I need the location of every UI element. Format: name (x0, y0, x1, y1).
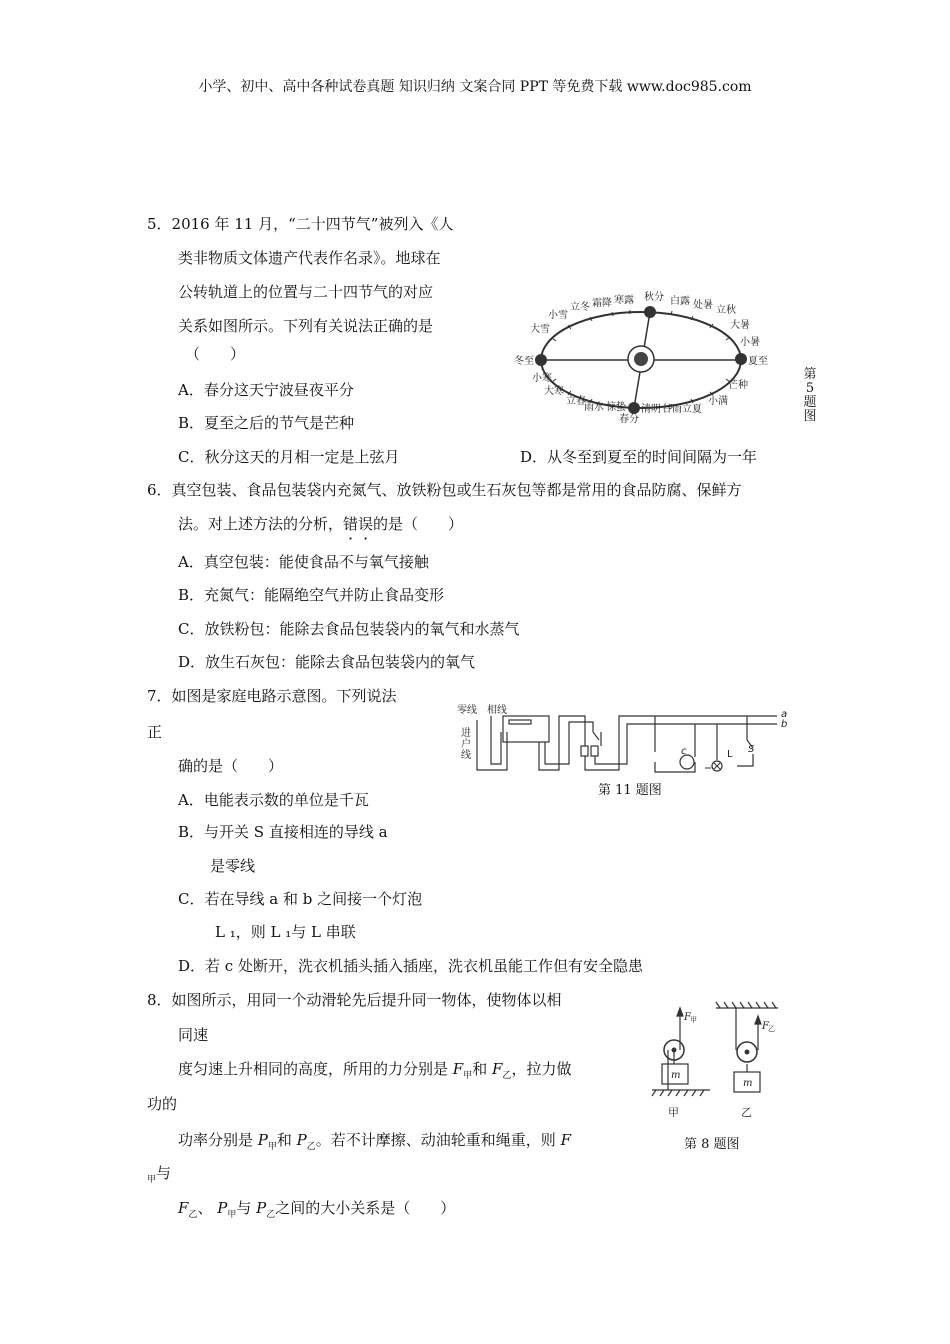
svg-text:乙: 乙 (768, 1025, 775, 1033)
q6-stem-line-2: 法。对上述方法的分析，错误的是（ ） (178, 515, 464, 533)
term-jingzhe: 惊蛰 (606, 402, 626, 413)
q6-option-a: A．真空包装：能使食品不与氧气接触 (178, 553, 429, 571)
svg-text:F: F (762, 1021, 769, 1032)
term-xiazhi: 夏至 (748, 356, 768, 367)
q8-stem-line-2: 同速 (178, 1026, 209, 1044)
term-daxue: 大雪 (530, 324, 550, 335)
earth-autumn-equinox (644, 306, 656, 318)
term-yushui: 雨水 (584, 402, 604, 413)
term-chunfen: 春分 (619, 414, 639, 425)
svg-text:户: 户 (461, 739, 471, 750)
svg-text:m: m (671, 1070, 681, 1081)
label-wire-a: a (781, 709, 788, 720)
q8-stem-line-5: 功率分别是 $P_甲$和 $P_乙$。若不计摩擦、动油轮重和绳重，则 F (178, 1131, 571, 1152)
orbit-diagram (508, 282, 798, 442)
sun-icon (628, 346, 654, 372)
q5-option-c: C．秋分这天的月相一定是上弦月 (178, 448, 400, 466)
q5-option-a: A．春分这天宁波昼夜平分 (178, 381, 354, 399)
term-lichun: 立春 (566, 396, 586, 407)
q7-figure-caption: 第 11 题图 (598, 783, 662, 798)
q6-option-b: B．充氮气：能隔绝空气并防止食品变形 (178, 586, 445, 604)
q7-option-a: A．电能表示数的单位是千瓦 (178, 791, 369, 809)
q5-answer-blank: （ ） (185, 345, 246, 363)
q6-option-d: D．放生石灰包：能除去食品包装袋内的氧气 (178, 653, 476, 671)
q8-stem-line-4: 功的 (147, 1095, 178, 1113)
q8-stem-line-7: $F_乙$、 $P_甲$与 $P_乙$之间的大小关系是（ ） (178, 1199, 456, 1220)
q8-stem-line-1: 8．如图所示，用同一个动滑轮先后提升同一物体，使物体以相 (147, 991, 562, 1009)
term-xiaoxue: 小雪 (548, 310, 568, 321)
term-xiaohan: 小寒 (532, 373, 552, 384)
term-guyu: 谷雨 (662, 404, 682, 415)
q6-option-c: C．放铁粉包：能除去食品包装袋内的氧气和水蒸气 (178, 620, 520, 638)
q5-figure-caption: 第 5 题 图 (803, 367, 817, 424)
q7-option-c: C．若在导线 a 和 b 之间接一个灯泡 (178, 890, 423, 908)
term-qingming: 清明 (641, 404, 661, 415)
q7-stem-line-1: 7．如图是家庭电路示意图。下列说法 (147, 687, 397, 705)
term-hanlu: 寒露 (614, 295, 634, 306)
label-wire-b: b (781, 719, 788, 730)
label-lamp-L: L (727, 749, 733, 760)
svg-text:线: 线 (461, 750, 471, 761)
svg-text:m: m (743, 1078, 753, 1089)
q7-option-d: D．若 c 处断开，洗衣机插头插入插座，洗衣机虽能工作但有安全隐患 (178, 957, 643, 975)
socket-icon (680, 755, 694, 769)
term-dahan: 大寒 (544, 386, 564, 397)
label-yi: 乙 (741, 1106, 752, 1119)
q5-stem-line-4: 关系如图所示。下列有关说法正确的是 (178, 317, 434, 335)
q7-stem-line-3: 确的是（ ） (178, 757, 284, 775)
label-c: c (681, 746, 687, 757)
term-qiufen: 秋分 (644, 292, 664, 303)
svg-text:甲: 甲 (690, 1016, 697, 1024)
term-lidong: 立冬 (570, 302, 590, 313)
term-dongzhi: 冬至 (514, 356, 534, 367)
q7-option-b: B．与开关 S 直接相连的导线 a (178, 823, 388, 841)
term-xiaoman: 小满 (708, 396, 728, 407)
q5-option-d: D．从冬至到夏至的时间间隔为一年 (520, 448, 758, 466)
label-jia: 甲 (668, 1106, 679, 1119)
pulley-diagram (648, 1000, 788, 1125)
svg-text:F: F (684, 1012, 691, 1023)
svg-text:进: 进 (461, 728, 471, 739)
page-header: 小学、初中、高中各种试卷真题 知识归纳 文案合同 PPT 等免费下载 www.doc985.com (198, 79, 752, 95)
q5-stem-line-3: 公转轨道上的位置与二十四节气的对应 (178, 283, 434, 301)
term-mangzhong: 芒种 (728, 380, 748, 391)
label-switch-S: S (748, 744, 755, 755)
term-bailu: 白露 (670, 296, 690, 307)
q8-stem-line-6: $_甲$与 (147, 1164, 172, 1185)
q5-option-b: B．夏至之后的节气是芒种 (178, 414, 355, 432)
q6-emphasis-1: 错 (343, 515, 359, 533)
circuit-diagram (455, 702, 795, 780)
earth-winter-solstice (535, 354, 547, 366)
q8-stem-line-3: 度匀速上升相同的高度，所用的力分别是 $F_甲$和 $F_乙$，拉力做 (178, 1060, 572, 1081)
q8-figure-caption: 第 8 题图 (684, 1137, 740, 1152)
q7-option-c-cont: L ₁，则 L ₁与 L 串联 (215, 923, 356, 941)
term-lixia: 立夏 (682, 404, 702, 415)
term-shuangjiang: 霜降 (592, 298, 612, 309)
earth-summer-solstice (735, 353, 747, 365)
term-xiaoshu: 小暑 (740, 337, 760, 348)
label-live-wire: 相线 (487, 705, 507, 716)
q5-stem-line-1: 5．2016 年 11 月，“二十四节气”被列入《人 (147, 215, 454, 233)
earth-spring-equinox (628, 402, 640, 414)
q6-stem-line-1: 6．真空包装、食品包装袋内充氮气、放铁粉包或生石灰包等都是常用的食品防腐、保鲜方 (147, 481, 742, 499)
term-chushu: 处暑 (693, 300, 713, 311)
q5-stem-line-2: 类非物质文体遗产代表作名录》。地球在 (178, 249, 441, 267)
q7-stem-line-2: 正 (147, 723, 163, 741)
label-neutral-wire: 零线 (457, 705, 477, 716)
q7-option-b-cont: 是零线 (210, 857, 256, 875)
term-dashu: 大暑 (730, 320, 750, 331)
q6-emphasis-2: 误 (358, 515, 374, 533)
term-liqiu: 立秋 (716, 305, 736, 316)
